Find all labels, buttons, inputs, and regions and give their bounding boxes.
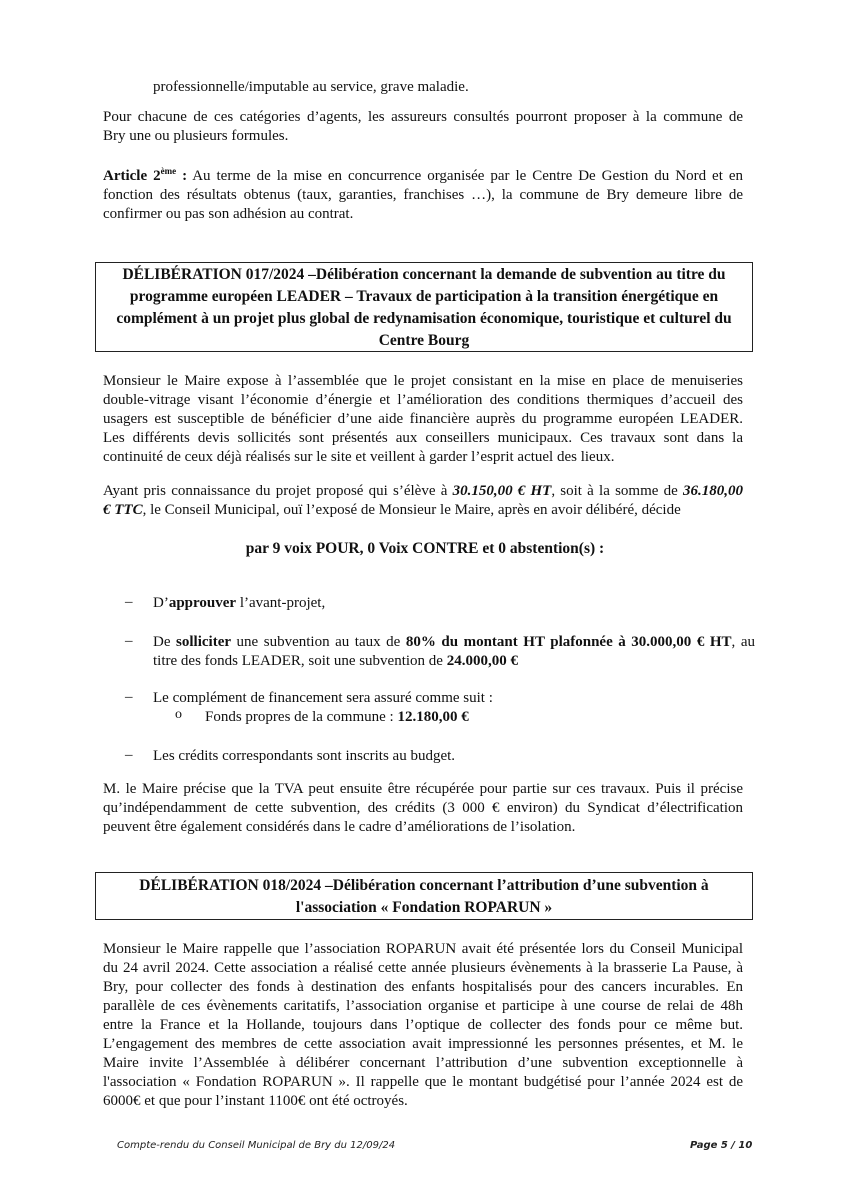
article-2-label: Article 2ème : bbox=[103, 166, 188, 184]
article-2-line: Article 2ème : Au terme de la mise en concurrence organisée par le Centre De Gestion du Nord et en bbox=[103, 166, 744, 184]
text-line: Monsieur le Maire rappelle que l’association ROPARUN avait été présentée lors du Conseil Municipal bbox=[103, 941, 743, 957]
text-line: usagers est susceptible de bénéficier d’une aide financière auprès du programme européen LEADER. bbox=[103, 411, 743, 427]
text-line: du 24 avril 2024. Cette association a réalisé cette année plusieurs évènements à la brasserie La Pause, à bbox=[103, 960, 743, 976]
list-item-financing: Le complément de financement sera assuré comme suit : bbox=[153, 690, 493, 706]
deliberation-017-exposition bbox=[103, 372, 743, 467]
list-item-approve: D’approuver l’avant-projet, bbox=[153, 595, 326, 611]
deliberation-017-amounts bbox=[103, 482, 743, 520]
vote-result: par 9 voix POUR, 0 Voix CONTRE et 0 abstention(s) : bbox=[245, 540, 605, 557]
text-line: Maire invite l’Assemblée à délibérer concernant l’attribution d’une subvention exceptionnelle à bbox=[103, 1055, 743, 1071]
list-dash: – bbox=[125, 747, 133, 763]
deliberation-017-title-line: programme européen LEADER – Travaux de participation à la transition énergétique en bbox=[129, 288, 719, 305]
list-subitem-own-funds: Fonds propres de la commune : 12.180,00 € bbox=[205, 709, 469, 725]
amount-ttc: 36.180,00 bbox=[682, 483, 743, 499]
deliberation-018-title-line: l'association « Fondation ROPARUN » bbox=[295, 899, 553, 916]
text-line: Ayant pris connaissance du projet proposé qui s’élève à 30.150,00 € HT, soit à la somme de 36.180,00 bbox=[103, 483, 743, 499]
text-line: continuité de ceux déjà réalisés sur le site et veillent à garder l’esprit actuel des lieux. bbox=[103, 449, 615, 465]
intro-paragraph bbox=[103, 108, 743, 146]
list-dash: – bbox=[125, 633, 133, 649]
intro-paragraph-line: Pour chacune de ces catégories d’agents, les assureurs consultés pourront proposer à la commune de bbox=[103, 109, 743, 125]
list-item-budget: Les crédits correspondants sont inscrits au budget. bbox=[153, 748, 456, 764]
deliberation-017-title-line: complément à un projet plus global de redynamisation économique, touristique et culturel du bbox=[116, 310, 732, 327]
text-line: qu’indépendamment de cette subvention, des crédits (3 000 € environ) du Syndicat d’électrification bbox=[103, 800, 743, 816]
text-line: entre la France et la Hollande, toujours dans l’optique de collecter des fonds pour ce même but. bbox=[103, 1017, 743, 1033]
text-line: double-vitrage visant l’économie d’énergie et l’amélioration des conditions thermiques d’accueil des bbox=[103, 392, 743, 408]
text-line: peuvent être également considérés dans le cadre d’améliorations de l’isolation. bbox=[103, 819, 576, 835]
deliberation-018-body bbox=[103, 940, 743, 1111]
list-item-solicit: De solliciter une subvention au taux de 80% du montant HT plafonnée à 30.000,00 € HT, au titre des fonds LEADER, soit une subvention de 24.000,00 € bbox=[153, 634, 755, 669]
footer-document-title: Compte-rendu du Conseil Municipal de Bry du 12/09/24 bbox=[117, 1140, 396, 1151]
intro-paragraph-line: Bry une ou plusieurs formules. bbox=[103, 128, 289, 144]
text-line: L’engagement des membres de cette association avait impressionné les personnes présentes, et M. le bbox=[103, 1036, 743, 1052]
intro-line-text: professionnelle/imputable au service, grave maladie. bbox=[153, 79, 469, 95]
deliberation-017-title-line: Centre Bourg bbox=[378, 332, 470, 349]
text-line: Bry, pour collecter des fonds à destination des enfants hospitalisés pour des cancers incurables. En bbox=[103, 979, 743, 995]
text-line: € TTC, le Conseil Municipal, ouï l’exposé de Monsieur le Maire, après en avoir délibéré, décide bbox=[103, 502, 681, 518]
deliberation-018-title-line: DÉLIBÉRATION 018/2024 –Délibération concernant l’attribution d’une subvention à bbox=[139, 877, 709, 894]
text-line: parallèle de ces évènements caritatifs, l’association organise et participe à une course de relai de 48h bbox=[103, 998, 743, 1014]
list-dash: – bbox=[125, 594, 133, 610]
text-line: M. le Maire précise que la TVA peut ensuite être récupérée pour partie sur ces travaux. Puis il précise bbox=[103, 781, 743, 797]
footer-page-number: Page 5 / 10 bbox=[690, 1140, 753, 1151]
article-2-line: fonction des résultats obtenus (taux, garanties, franchises …), la commune de Bry demeure libre de bbox=[103, 187, 743, 203]
deliberation-017-heading-box bbox=[95, 262, 753, 352]
deliberation-017-vat-note bbox=[103, 780, 743, 837]
text-line: l'association « Fondation ROPARUN ». Il rappelle que le montant budgétisé pour l’année 2024 est de bbox=[103, 1074, 743, 1090]
deliberation-017-title-line: DÉLIBÉRATION 017/2024 –Délibération concernant la demande de subvention au titre du bbox=[122, 266, 726, 283]
intro-line bbox=[153, 78, 753, 97]
list-dash: – bbox=[125, 689, 133, 705]
text-line: Monsieur le Maire expose à l’assemblée que le projet consistant en la mise en place de menuiseries bbox=[103, 373, 743, 389]
article-2-paragraph bbox=[103, 162, 743, 224]
sub-bullet: o bbox=[175, 707, 182, 722]
deliberation-018-heading-box bbox=[95, 872, 753, 920]
amount-ht: 30.150,00 € HT bbox=[452, 483, 552, 499]
article-2-line: confirmer ou pas son adhésion au contrat. bbox=[103, 206, 354, 222]
text-line: Les différents devis sollicités sont présentés aux conseillers municipaux. Ces travaux sont dans la bbox=[103, 430, 743, 446]
text-line: 6000€ et que pour l’instant 1100€ ont été octroyés. bbox=[103, 1093, 408, 1109]
